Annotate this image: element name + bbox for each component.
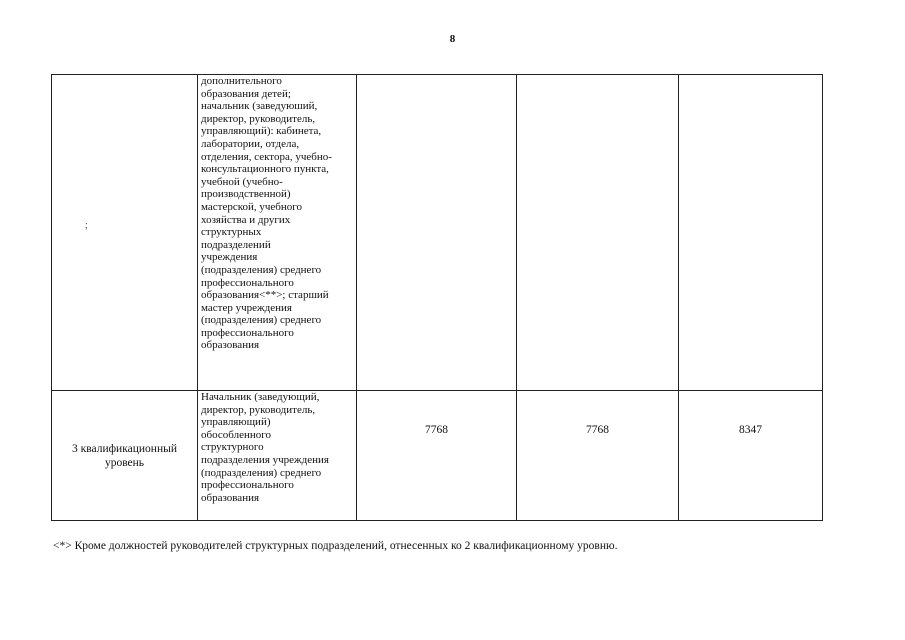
description-line: профессионального (201, 276, 294, 289)
description-line: структурных (201, 226, 262, 239)
description-line: профессионального (201, 326, 294, 339)
description-line: (подразделения) среднего (201, 314, 322, 327)
page-number: 8 (449, 33, 456, 45)
description-line: подразделений (201, 238, 271, 251)
salary-value: 8347 (739, 424, 762, 436)
description-line: консультационного пункта, (201, 163, 329, 176)
table-row (52, 75, 823, 391)
description-line: дополнительного (201, 75, 282, 87)
description-line: обособленного (201, 428, 271, 441)
qualification-level-cell: 3 квалификационный уровень (52, 391, 198, 521)
scan-mark: ; (85, 220, 88, 231)
description-line: структурного (201, 441, 264, 454)
description-line: производственной) (201, 188, 291, 201)
position-description-cell (198, 75, 357, 391)
description-line: директор, руководитель, (201, 112, 316, 125)
description-line: подразделения учреждения (201, 453, 329, 466)
salary-value: 7768 (586, 424, 609, 436)
description-line: (подразделения) среднего (201, 466, 322, 479)
description-line: Начальник (заведующий, (201, 391, 320, 403)
salary-value-cell (679, 75, 823, 391)
salary-value: 7768 (425, 424, 448, 436)
description-line: учебной (учебно- (201, 175, 283, 188)
description-line: образования (201, 491, 260, 504)
description-line: профессионального (201, 479, 294, 492)
description-line: мастерской, учебного (201, 200, 303, 213)
description-line: директор, руководитель, (201, 403, 316, 416)
description-line: образования<**>; старший (201, 289, 329, 302)
description-line: образования детей; (201, 87, 291, 100)
description-line: управляющий): кабинета, (201, 125, 322, 138)
position-description-cell (198, 391, 357, 521)
description-line: лаборатории, отдела, (201, 137, 300, 150)
description-line: управляющий) (201, 416, 271, 429)
description-line: отделения, сектора, учебно- (201, 150, 332, 163)
description-line: мастер учреждения (201, 301, 292, 314)
description-line: начальник (заведуюший, (201, 100, 318, 113)
salary-value-cell (679, 391, 823, 521)
description-line: учреждения (201, 251, 258, 264)
description-line: образования (201, 339, 260, 352)
description-line: хозяйства и других (201, 213, 291, 226)
salary-value-cell (517, 391, 679, 521)
salary-value-cell (357, 75, 517, 391)
salary-value-cell (357, 391, 517, 521)
qualification-level-cell (52, 75, 198, 391)
footnote: <*> Кроме должностей руководителей структурных подразделений, отнесенных ко 2 квалификационному уровню. (53, 540, 618, 552)
qualification-table (51, 74, 823, 521)
table-row (52, 391, 823, 521)
description-line: (подразделения) среднего (201, 263, 322, 276)
salary-value-cell (517, 75, 679, 391)
